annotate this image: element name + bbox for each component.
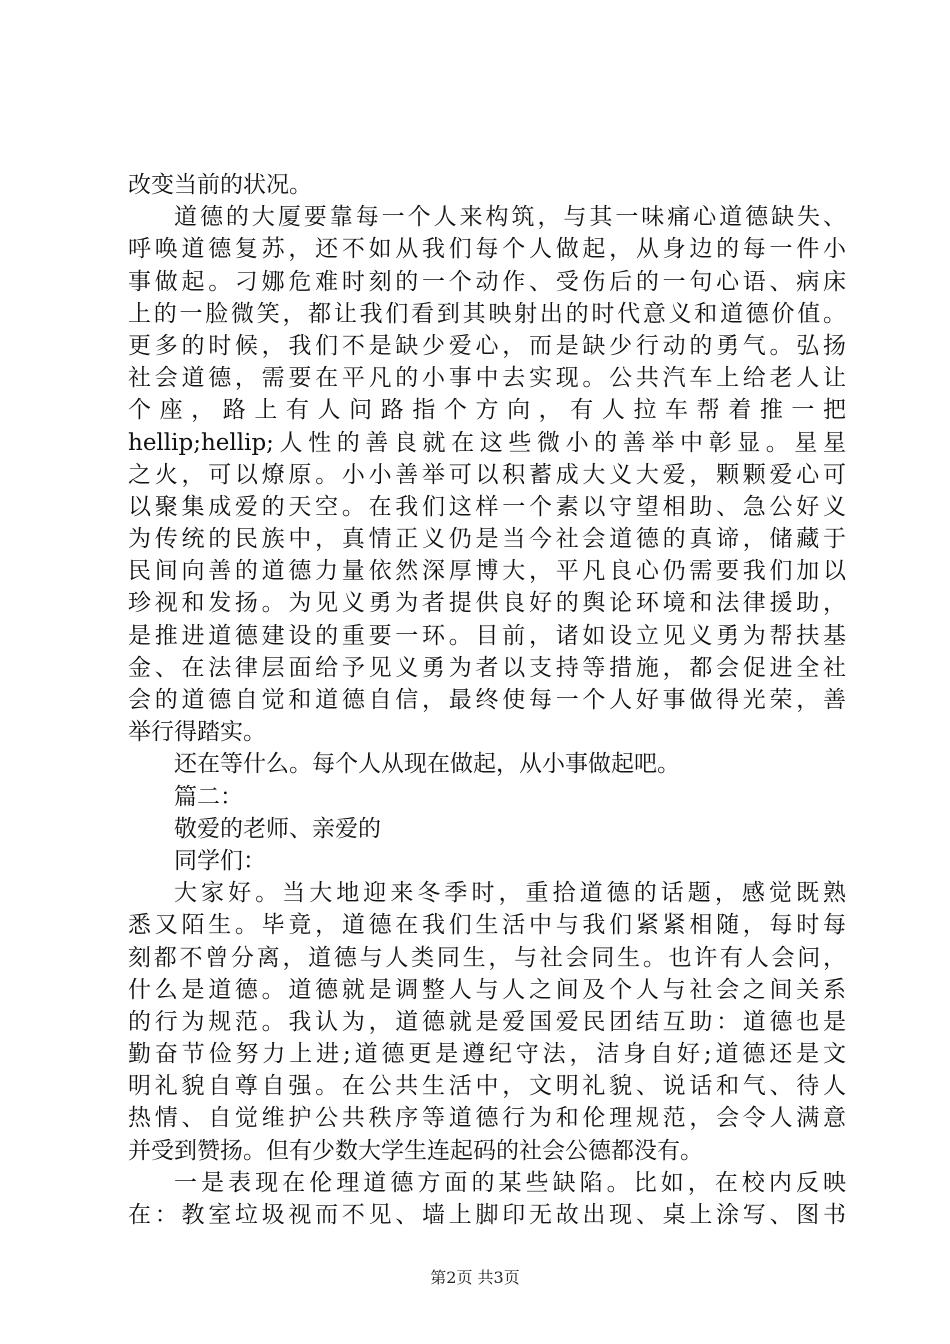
text-line: 更多的时候，我们不是缺少爱心，而是缺少行动的勇气。弘扬 bbox=[128, 332, 846, 359]
text-line: 个座，路上有人问路指个方向，有人拉车帮着推一把 bbox=[128, 397, 846, 424]
text-line: 是推进道德建设的重要一环。目前，诸如设立见义勇为帮扶基 bbox=[128, 622, 846, 649]
text-line: 并受到赞扬。但有少数大学生连起码的社会公德都没有。 bbox=[128, 1137, 703, 1164]
text-line: 为传统的民族中，真情正义仍是当今社会道德的真谛，储藏于 bbox=[128, 526, 846, 553]
text-line: 社会道德，需要在平凡的小事中去实现。公共汽车上给老人让 bbox=[128, 365, 846, 392]
text-line: 刻都不曾分离，道德与人类同生，与社会同生。也许有人会问， bbox=[128, 944, 846, 971]
document-body bbox=[128, 169, 846, 1231]
text-line: 悉又陌生。毕竟，道德在我们生活中与我们紧紧相随，每时每 bbox=[128, 912, 846, 939]
text-line: 热情、自觉维护公共秩序等道德行为和伦理规范，会令人满意 bbox=[128, 1105, 846, 1132]
text-line: hellip;hellip;人性的善良就在这些微小的善举中彰显。星星 bbox=[128, 429, 846, 456]
text-line: 金、在法律层面给予见义勇为者以支持等措施，都会促进全社 bbox=[128, 654, 846, 681]
text-line: 事做起。刁娜危难时刻的一个动作、受伤后的一句心语、病床 bbox=[128, 268, 846, 295]
text-line: 之火，可以燎原。小小善举可以积蓄成大义大爱，颗颗爱心可 bbox=[128, 461, 846, 488]
text-line: 明礼貌自尊自强。在公共生活中，文明礼貌、说话和气、待人 bbox=[128, 1073, 846, 1100]
text-line: 民间向善的道德力量依然深厚博大，平凡良心仍需要我们加以 bbox=[128, 558, 846, 585]
text-line: 上的一脸微笑，都让我们看到其映射出的时代意义和道德价值。 bbox=[128, 300, 846, 327]
text-line: 什么是道德。道德就是调整人与人之间及个人与社会之间关系 bbox=[128, 976, 846, 1003]
text-line: 勤奋节俭努力上进;道德更是遵纪守法，洁身自好;道德还是文 bbox=[128, 1041, 846, 1068]
text-line: 同学们： bbox=[174, 847, 266, 874]
text-line: 道德的大厦要靠每一个人来构筑，与其一味痛心道德缺失、 bbox=[174, 204, 846, 231]
text-line: 一是表现在伦理道德方面的某些缺陷。比如，在校内反映 bbox=[174, 1169, 846, 1196]
text-line: 举行得踏实。 bbox=[128, 719, 266, 746]
text-line: 大家好。当大地迎来冬季时，重拾道德的话题，感觉既熟 bbox=[174, 880, 846, 907]
text-line: 以聚集成爱的天空。在我们这样一个素以守望相助、急公好义 bbox=[128, 493, 846, 520]
page-footer: 第2页 共3页 bbox=[430, 1268, 520, 1287]
text-line: 篇二： bbox=[174, 783, 243, 810]
text-line: 还在等什么。每个人从现在做起，从小事做起吧。 bbox=[174, 751, 680, 778]
text-line: 会的道德自觉和道德自信，最终使每一个人好事做得光荣，善 bbox=[128, 687, 846, 713]
text-line: 珍视和发扬。为见义勇为者提供良好的舆论环境和法律援助， bbox=[128, 590, 846, 617]
text-line: 的行为规范。我认为，道德就是爱国爱民团结互助：道德也是 bbox=[128, 1008, 846, 1035]
text-line: 在：教室垃圾视而不见、墙上脚印无故出现、桌上涂写、图书 bbox=[128, 1202, 846, 1228]
text-line: 改变当前的状况。 bbox=[128, 172, 312, 198]
text-line: 敬爱的老师、亲爱的 bbox=[174, 815, 381, 842]
text-line: 呼唤道德复苏，还不如从我们每个人做起，从身边的每一件小 bbox=[128, 236, 846, 263]
